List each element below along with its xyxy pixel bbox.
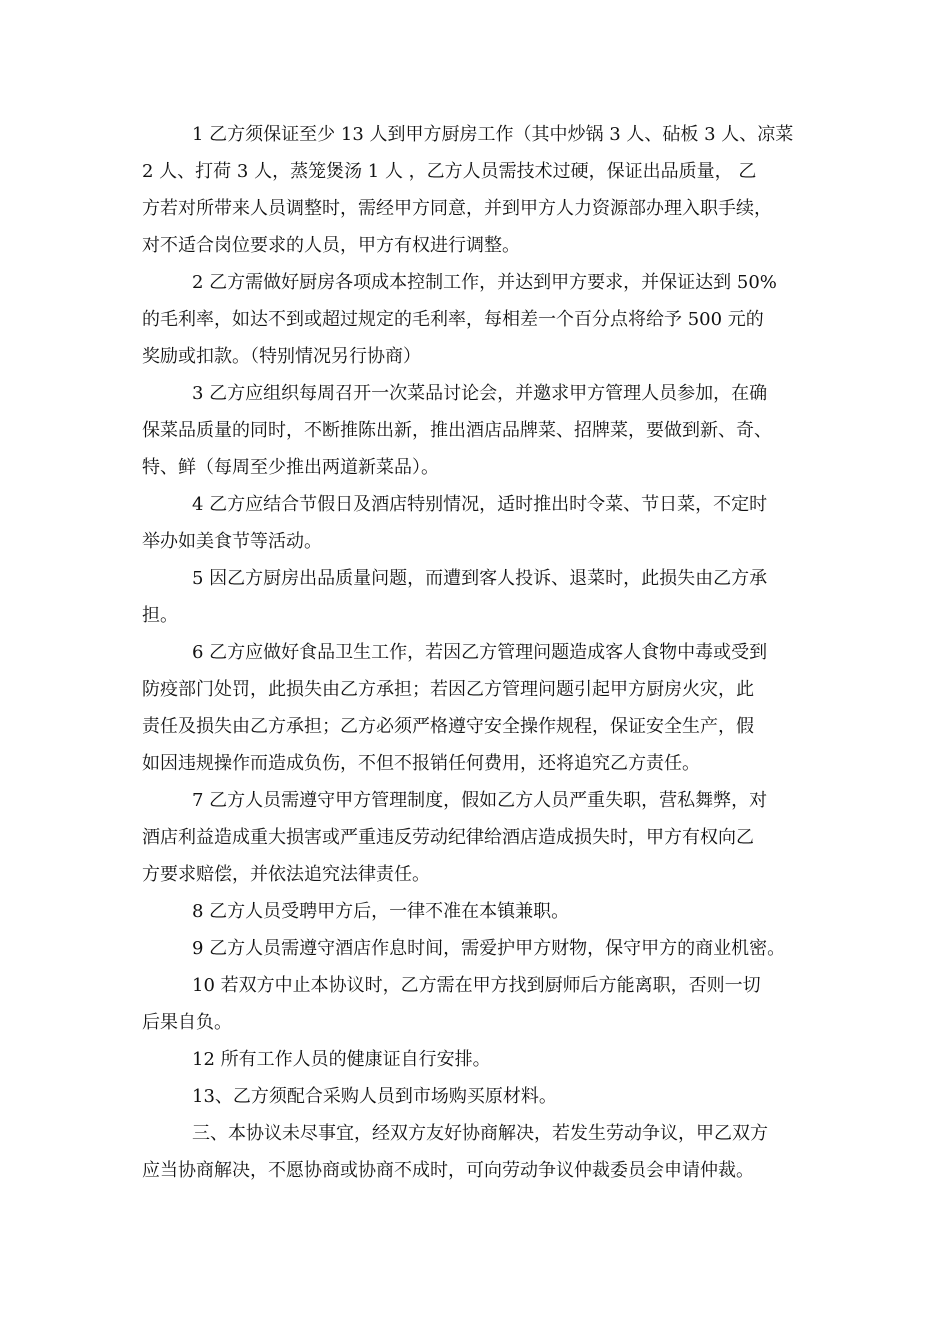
text-line: 责任及损失由乙方承担；乙方必须严格遵守安全操作规程，保证安全生产，假: [142, 716, 754, 737]
text-line: 防疫部门处罚，此损失由乙方承担；若因乙方管理问题引起甲方厨房火灾，此: [142, 679, 754, 700]
text-line: 12 所有工作人员的健康证自行安排。: [192, 1049, 491, 1070]
text-line: 的毛利率，如达不到或超过规定的毛利率，每相差一个百分点将给予 500 元的: [142, 309, 764, 330]
text-line: 三、本协议未尽事宜，经双方友好协商解决，若发生劳动争议，甲乙双方: [192, 1123, 768, 1144]
text-line: 后果自负。: [142, 1012, 232, 1033]
text-line: 3 乙方应组织每周召开一次菜品讨论会，并邀求甲方管理人员参加，在确: [192, 383, 768, 404]
text-line: 9 乙方人员需遵守酒店作息时间，需爱护甲方财物，保守甲方的商业机密。: [192, 938, 786, 959]
text-line: 10 若双方中止本协议时，乙方需在甲方找到厨师后方能离职，否则一切: [192, 975, 761, 996]
text-line: 特、鲜（每周至少推出两道新菜品）。: [142, 457, 439, 478]
text-line: 奖励或扣款。（特别情况另行协商）: [142, 346, 421, 367]
text-line: 保菜品质量的同时，不断推陈出新，推出酒店品牌菜、招牌菜，要做到新、奇、: [142, 420, 772, 441]
text-line: 举办如美食节等活动。: [142, 531, 322, 552]
text-line: 8 乙方人员受聘甲方后，一律不准在本镇兼职。: [192, 901, 570, 922]
text-line: 5 因乙方厨房出品质量问题，而遭到客人投诉、退菜时，此损失由乙方承: [192, 568, 768, 589]
text-line: 2 人、打荷 3 人，蒸笼煲汤 1 人 ，乙方人员需技术过硬，保证出品质量， 乙: [142, 161, 757, 182]
text-line: 方要求赔偿，并依法追究法律责任。: [142, 864, 430, 885]
text-line: 酒店利益造成重大损害或严重违反劳动纪律给酒店造成损失时，甲方有权向乙: [142, 827, 754, 848]
text-line: 2 乙方需做好厨房各项成本控制工作，并达到甲方要求，并保证达到 50%: [192, 272, 777, 293]
text-line: 7 乙方人员需遵守甲方管理制度，假如乙方人员严重失职，营私舞弊，对: [192, 790, 768, 811]
text-line: 4 乙方应结合节假日及酒店特别情况，适时推出时令菜、节日菜，不定时: [192, 494, 768, 515]
text-line: 如因违规操作而造成负伤，不但不报销任何费用，还将追究乙方责任。: [142, 753, 700, 774]
text-line: 方若对所带来人员调整时，需经甲方同意，并到甲方人力资源部办理入职手续，: [142, 198, 772, 219]
text-line: 应当协商解决，不愿协商或协商不成时，可向劳动争议仲裁委员会申请仲裁。: [142, 1160, 754, 1181]
text-line: 担。: [142, 605, 178, 626]
text-line: 对不适合岗位要求的人员，甲方有权进行调整。: [142, 235, 520, 256]
text-line: 13、乙方须配合采购人员到市场购买原材料。: [192, 1086, 557, 1107]
text-line: 1 乙方须保证至少 13 人到甲方厨房工作（其中炒锅 3 人、砧板 3 人、凉菜: [192, 124, 794, 145]
text-line: 6 乙方应做好食品卫生工作，若因乙方管理问题造成客人食物中毒或受到: [192, 642, 768, 663]
